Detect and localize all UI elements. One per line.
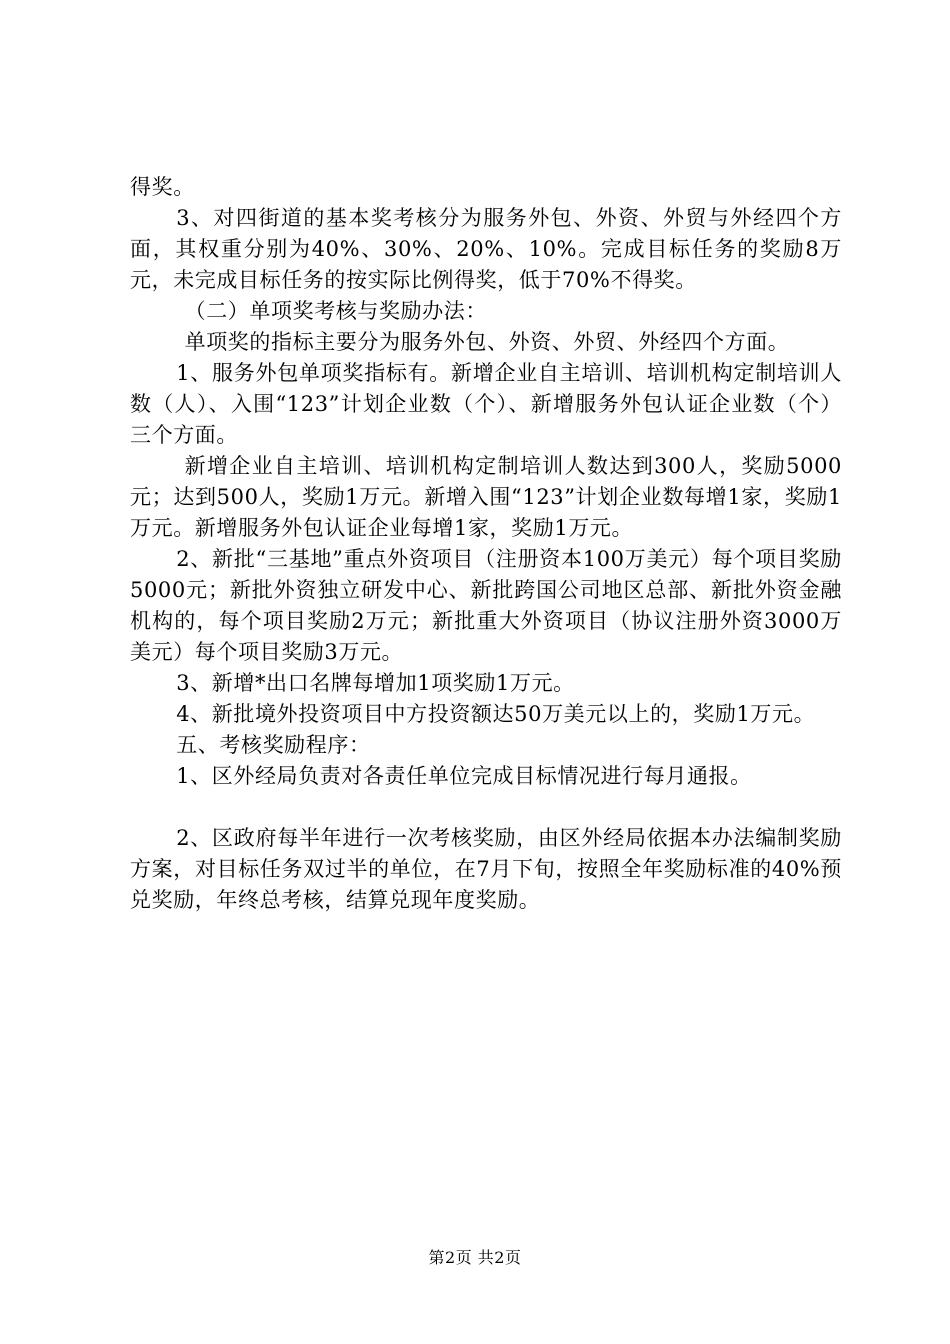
document-body [130,172,842,916]
paragraph-item-1-service-outsourcing: 1、服务外包单项奖指标有。新增企业自主培训、培训机构定制培训人数（人）、入围“123”计划企业数（个）、新增服务外包认证企业数（个）三个方面。 [130,361,842,447]
paragraph-continuation: 得奖。 [130,175,195,199]
paragraph-single-award-intro: 单项奖的指标主要分为服务外包、外资、外贸、外经四个方面。 [184,330,790,354]
section-heading-procedure: 五、考核奖励程序： [176,733,371,757]
paragraph-item-4-overseas-investment: 4、新批境外投资项目中方投资额达50万美元以上的，奖励1万元。 [176,702,816,726]
paragraph-procedure-1: 1、区外经局负责对各责任单位完成目标情况进行每月通报。 [176,764,752,788]
paragraph-item-3-basic-award: 3、对四街道的基本奖考核分为服务外包、外资、外贸与外经四个方面，其权重分别为40%、30%、20%、10%。完成目标任务的奖励8万元，未完成目标任务的按实际比例得奖，低于70%不得奖。 [130,206,842,292]
paragraph-procedure-2: 2、区政府每半年进行一次考核奖励，由区外经局依据本办法编制奖励方案，对目标任务双过半的单位，在7月下旬，按照全年奖励标准的40%预兑奖励，年终总考核，结算兑现年度奖励。 [130,826,842,912]
paragraph-item-3-export-brand: 3、新增*出口名牌每增加1项奖励1万元。 [176,671,575,695]
paragraph-training-reward: 新增企业自主培训、培训机构定制培训人数达到300人，奖励5000元；达到500人，奖励1万元。新增入围“123”计划企业数每增1家，奖励1万元。新增服务外包认证企业每增1家，奖励1万元。 [130,454,842,540]
paragraph-item-2-foreign-investment: 2、新批“三基地”重点外资项目（注册资本100万美元）每个项目奖励5000元；新批外资独立研发中心、新批跨国公司地区总部、新批外资金融机构的，每个项目奖励2万元；新批重大外资项目（协议注册外资3000万美元）每个项目奖励3万元。 [130,547,842,664]
section-heading-single-award: （二）单项奖考核与奖励办法： [184,299,487,323]
page-number-footer: 第2页 共2页 [428,1248,522,1267]
